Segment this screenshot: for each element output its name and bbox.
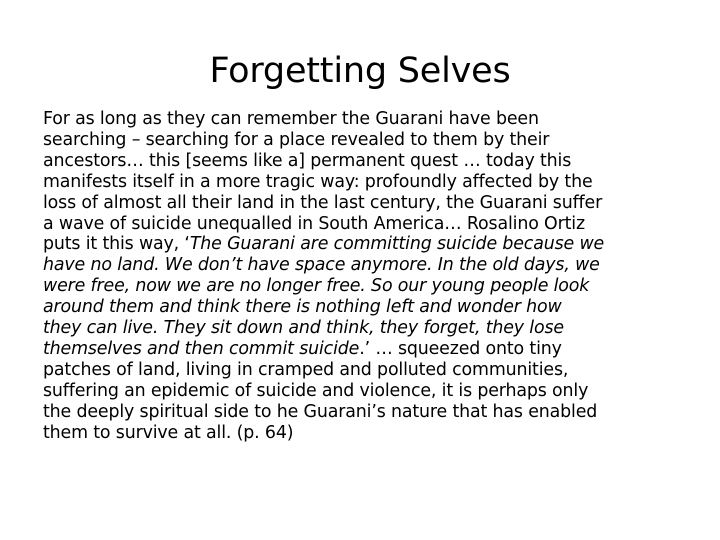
quote-text: The Guarani are committing suicide because we (189, 234, 605, 255)
quote-text: were free, now we are no longer free. So our young people look (43, 276, 590, 297)
body-text-run: them to survive at all. (p. 64) (43, 422, 294, 443)
body-line (43, 234, 693, 255)
body-line (43, 381, 693, 402)
body-text-run: puts it this way, ‘ (43, 234, 190, 255)
body-line (43, 109, 693, 130)
body-text-run: loss of almost all their land in the last century, the Guarani suffer (43, 192, 603, 213)
body-line (43, 297, 693, 318)
body-text-run: a wave of suicide unequalled in South America… Rosalino Ortiz (43, 213, 585, 234)
body-line (43, 276, 693, 297)
quote-text: around them and think there is nothing left and wonder how (43, 297, 562, 318)
slide-body-text (43, 109, 693, 444)
body-line (43, 402, 693, 423)
body-text-run: ancestors… this [seems like a] permanent quest … today this (43, 150, 572, 171)
body-text-run: .’ … squeezed onto tiny (359, 338, 562, 359)
body-text-run: the deeply spiritual side to he Guarani’s nature that has enabled (43, 401, 598, 422)
quote-text: they can live. They sit down and think, they forget, they lose (43, 318, 564, 339)
slide-title: Forgetting Selves (209, 51, 511, 91)
body-line (43, 255, 693, 276)
body-line (43, 214, 693, 235)
body-text-run: searching – searching for a place revealed to them by their (43, 129, 550, 150)
body-text-run: patches of land, living in cramped and polluted communities, (43, 359, 569, 380)
body-line (43, 151, 693, 172)
body-text-run: manifests itself in a more tragic way: profoundly affected by the (43, 171, 593, 192)
body-line (43, 360, 693, 381)
body-line (43, 130, 693, 151)
body-line (43, 318, 693, 339)
body-text-run: suffering an epidemic of suicide and violence, it is perhaps only (43, 380, 589, 401)
body-line (43, 339, 693, 360)
body-text-run: For as long as they can remember the Guarani have been (43, 109, 539, 129)
quote-text: themselves and then commit suicide (43, 338, 360, 359)
body-line (43, 172, 693, 193)
body-line (43, 423, 693, 444)
quote-text: have no land. We don’t have space anymore. In the old days, we (43, 255, 600, 276)
body-line (43, 193, 693, 214)
